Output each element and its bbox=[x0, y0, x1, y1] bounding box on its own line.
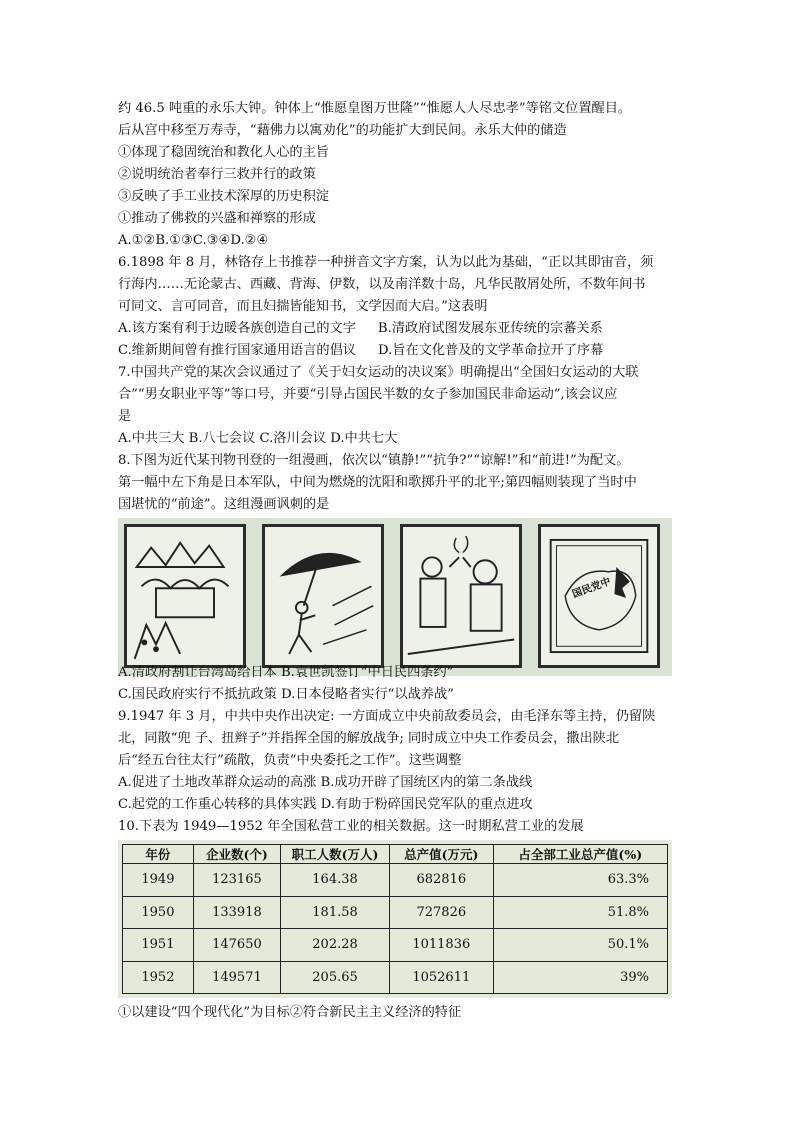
cell-share: 51.8% bbox=[493, 896, 667, 929]
q9-options-cd: C.起党的工作重心转移的具体实践 D.有助于粉碎国民党军队的重点进攻 bbox=[118, 797, 533, 812]
comic-panel-2 bbox=[262, 524, 384, 668]
q5-statement-3: ③反映了手工业技术深厚的历史积淀 bbox=[118, 189, 329, 204]
table-row bbox=[123, 896, 668, 929]
q6-line1: 6.1898 年 8 月，林铬存上书推荐一种拼音文字方案，认为以此为基础，“正以其即宙音，须 bbox=[118, 255, 654, 270]
comic-panel-4 bbox=[538, 524, 660, 668]
q5-options: A.①②B.①③C.③④D.②④ bbox=[118, 233, 269, 248]
comic-panel-1 bbox=[124, 524, 246, 668]
q7-line3: 是 bbox=[118, 409, 132, 424]
comic-burning-city-illustration bbox=[127, 527, 243, 665]
q7-line2: 合”“男女职业平等”等口号，并要“引导占国民半数的女子参加国民非命运动”,该会议应 bbox=[118, 387, 618, 402]
q6-line3: 可同文、言可同音，而且妇揣皆能知书，文学因而大启。”这表明 bbox=[118, 299, 488, 314]
cell-output: 1011836 bbox=[390, 929, 494, 962]
q8-options-cd: C.国民政府实行不抵抗政策 D.日本侵略者实行“以战养战” bbox=[118, 687, 454, 702]
q9-line1: 9.1947 年 3 月，中共中央作出决定: 一方面成立中央前敌委员会，由毛泽东等主持，仍留陕 bbox=[118, 709, 656, 724]
q8-options-ab: A.清政府割让台湾岛给日本 B.袁世凯签订“中日民四条约” bbox=[118, 665, 454, 680]
cell-share: 39% bbox=[493, 961, 667, 994]
data-table bbox=[122, 844, 668, 994]
q10-statements: ①以建设“四个现代化”为目标②符合新民主主义经济的特征 bbox=[118, 1005, 462, 1020]
header-year: 年份 bbox=[123, 845, 194, 864]
q6-option-d: D.旨在文化普及的文学革命拉开了序幕 bbox=[378, 343, 604, 358]
comic-umbrella-figure-illustration bbox=[265, 527, 381, 665]
cell-workers: 205.65 bbox=[281, 961, 390, 994]
q8-line1: 8.下图为近代某刊物刊登的一组漫画，依次以“镇静!”“抗争?”“谅解!”和“前进!”为配文。 bbox=[118, 453, 630, 468]
q10-line1: 10.下表为 1949—1952 年全国私营工业的相关数据。这一时期私营工业的发展 bbox=[118, 819, 584, 834]
comic-map-illustration bbox=[541, 527, 657, 665]
q6-option-c: C.维新期间曾有推行国家通用语言的倡议 bbox=[118, 343, 356, 358]
cell-output: 727826 bbox=[390, 896, 494, 929]
header-share: 占全部工业总产值(%) bbox=[493, 845, 667, 864]
cell-output: 682816 bbox=[390, 864, 494, 897]
header-enterprises: 企业数(个) bbox=[193, 845, 280, 864]
q5-line2: 后从宫中移至万寿寺，“藉佛力以寓劝化”的功能扩大到民间。永乐大仲的储造 bbox=[118, 123, 567, 138]
cell-output: 1052611 bbox=[390, 961, 494, 994]
header-workers: 职工人数(万人) bbox=[281, 845, 390, 864]
cell-year: 1951 bbox=[123, 929, 194, 962]
q8-line3: 国堪忧的“前途”。这组漫画讽刺的是 bbox=[118, 497, 330, 512]
q7-line1: 7.中国共产党的某次会议通过了《关于妇女运动的决议案》明确提出“全国妇女运动的大联 bbox=[118, 365, 639, 380]
cell-enterprises: 147650 bbox=[193, 929, 280, 962]
cell-year: 1950 bbox=[123, 896, 194, 929]
q9-line2: 北，同散“兜 子、扭辫子”并指挥全国的解放战争; 同时成立中央工作委员会，撒出陕北 bbox=[118, 731, 620, 746]
cell-year: 1952 bbox=[123, 961, 194, 994]
q9-line3: 后“经五台往太行”疏散，负责“中央委托之工作”。这些调整 bbox=[118, 753, 462, 768]
q6-option-a: A.该方案有利于边暖各族创造自己的文字 bbox=[118, 321, 356, 336]
cell-share: 50.1% bbox=[493, 929, 667, 962]
comic-strip bbox=[118, 518, 672, 676]
comic-panel-3 bbox=[400, 524, 522, 668]
private-industry-table bbox=[118, 840, 672, 998]
comic-toasting-figures-illustration bbox=[403, 527, 519, 665]
q6-option-b: B.清政府试图发展东亚传统的宗蕃关系 bbox=[377, 321, 603, 336]
cell-workers: 202.28 bbox=[281, 929, 390, 962]
table-row bbox=[123, 929, 668, 962]
header-output: 总产值(万元) bbox=[390, 845, 494, 864]
table-header-row bbox=[123, 845, 668, 864]
q5-line1: 约 46.5 吨重的永乐大钟。钟体上“惟愿皇图万世隆”“惟愿人人尽忠孝”等铭文位置醒目。 bbox=[118, 101, 632, 116]
cell-workers: 164.38 bbox=[281, 864, 390, 897]
q8-line2: 第一幅中左下角是日本军队，中间为燃烧的沈阳和歌掷升平的北平;第四幅则装现了当时中 bbox=[118, 475, 637, 490]
table-row bbox=[123, 864, 668, 897]
q9-options-ab: A.促进了土地改革群众运动的高涨 B.成功开辟了国统区内的第二条战线 bbox=[118, 775, 533, 790]
q6-line2: 行海内……无论蒙古、西藏、背海、伊数，以及南洋数十岛，凡华民散屑处所，不数年间书 bbox=[118, 277, 646, 292]
cell-enterprises: 149571 bbox=[193, 961, 280, 994]
q6-options-ab bbox=[118, 318, 688, 340]
table-row bbox=[123, 961, 668, 994]
q5-statement-1: ①体现了稳固统治和教化人心的主旨 bbox=[118, 145, 329, 160]
cell-workers: 181.58 bbox=[281, 896, 390, 929]
q7-options: A.中共三大 B.八七会议 C.洛川会议 D.中共七大 bbox=[118, 431, 398, 446]
comic-map-label: 国民党中 bbox=[571, 576, 613, 601]
cell-year: 1949 bbox=[123, 864, 194, 897]
q6-options-cd bbox=[118, 340, 688, 362]
cell-enterprises: 123165 bbox=[193, 864, 280, 897]
cell-share: 63.3% bbox=[493, 864, 667, 897]
q5-statement-4: ①推动了佛救的兴盛和禅察的形成 bbox=[118, 211, 316, 226]
cell-enterprises: 133918 bbox=[193, 896, 280, 929]
q5-statement-2: ②说明统治者奉行三救并行的政策 bbox=[118, 167, 316, 182]
